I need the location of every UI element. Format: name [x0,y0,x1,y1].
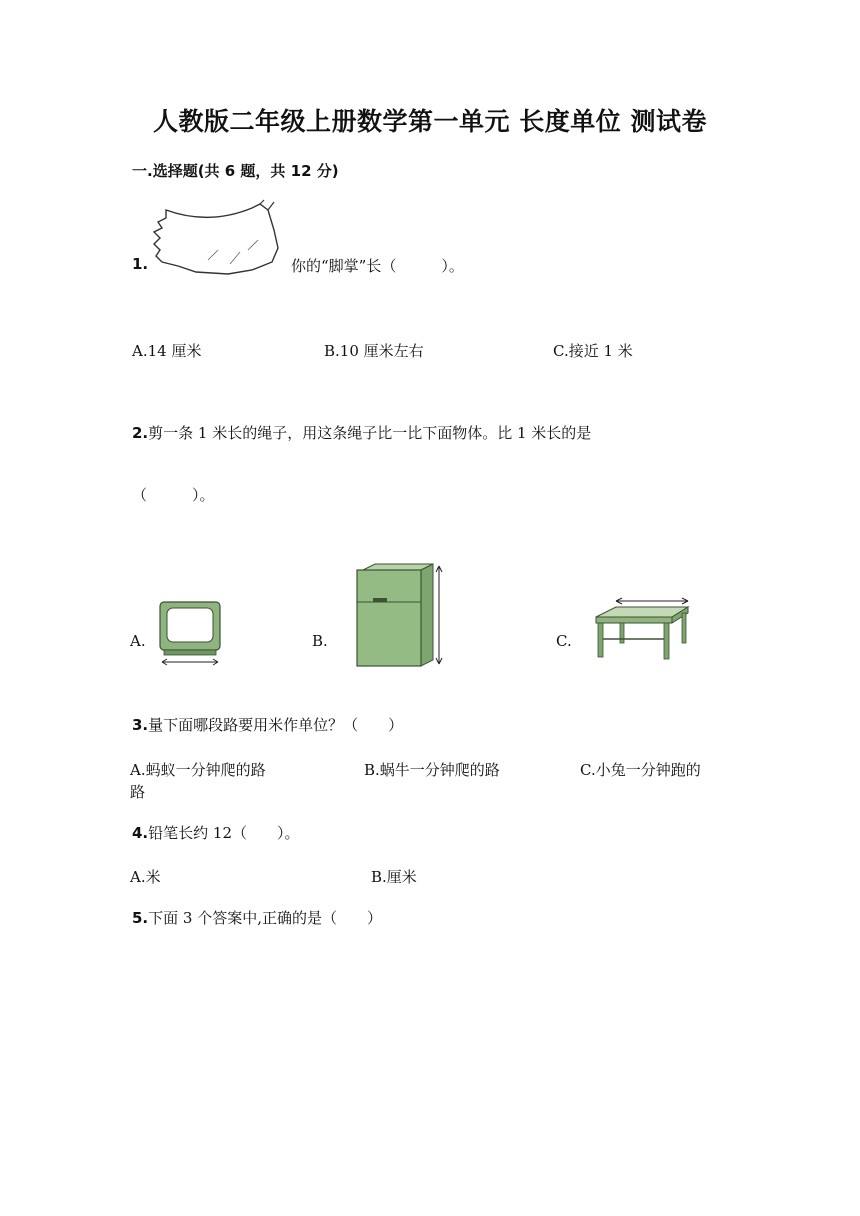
section-heading: 一.选择题(共 6 题，共 12 分) [132,162,339,180]
question-2-blank: （ ）。 [132,486,215,504]
fridge-illustration [355,562,447,668]
q3-option-c-wrap: 路 [130,783,146,801]
q2-option-b[interactable]: B. [312,632,328,650]
question-2-text: 剪一条 1 米长的绳子，用这条绳子比一比下面物体。比 1 米长的是 [148,424,592,442]
question-number: 4. [132,824,149,842]
q3-option-b[interactable]: B.蜗牛一分钟爬的路 [364,761,500,779]
question-4-text: 铅笔长约 12（ ）。 [148,824,300,842]
foot-illustration [148,200,288,278]
q1-option-a[interactable]: A.14 厘米 [132,342,202,360]
question-5 [132,907,382,928]
question-number: 2. [132,424,149,442]
q1-option-b[interactable]: B.10 厘米左右 [324,342,424,360]
page-title: 人教版二年级上册数学第一单元 长度单位 测试卷 [153,107,707,136]
question-number: 3. [132,716,149,734]
q3-option-a[interactable]: A.蚂蚁一分钟爬的路 [130,761,266,779]
q4-option-a[interactable]: A.米 [130,868,161,886]
question-2 [132,422,591,443]
q3-option-c[interactable]: C.小兔一分钟跑的 [580,761,701,779]
question-1-text: 你的“脚掌”长（ ）。 [291,257,464,275]
question-3-text: 量下面哪段路要用米作单位？（ ） [148,716,404,734]
tv-illustration [158,600,222,666]
q4-option-b[interactable]: B.厘米 [371,868,417,886]
table-illustration [592,595,690,661]
question-5-text: 下面 3 个答案中,正确的是（ ） [148,909,382,927]
question-3 [132,714,403,735]
question-1 [132,255,148,273]
question-4 [132,822,300,843]
q2-option-a[interactable]: A. [130,632,146,650]
question-number: 1. [132,255,149,273]
q2-option-c[interactable]: C. [556,632,572,650]
q1-option-c[interactable]: C.接近 1 米 [553,342,633,360]
question-number: 5. [132,909,149,927]
